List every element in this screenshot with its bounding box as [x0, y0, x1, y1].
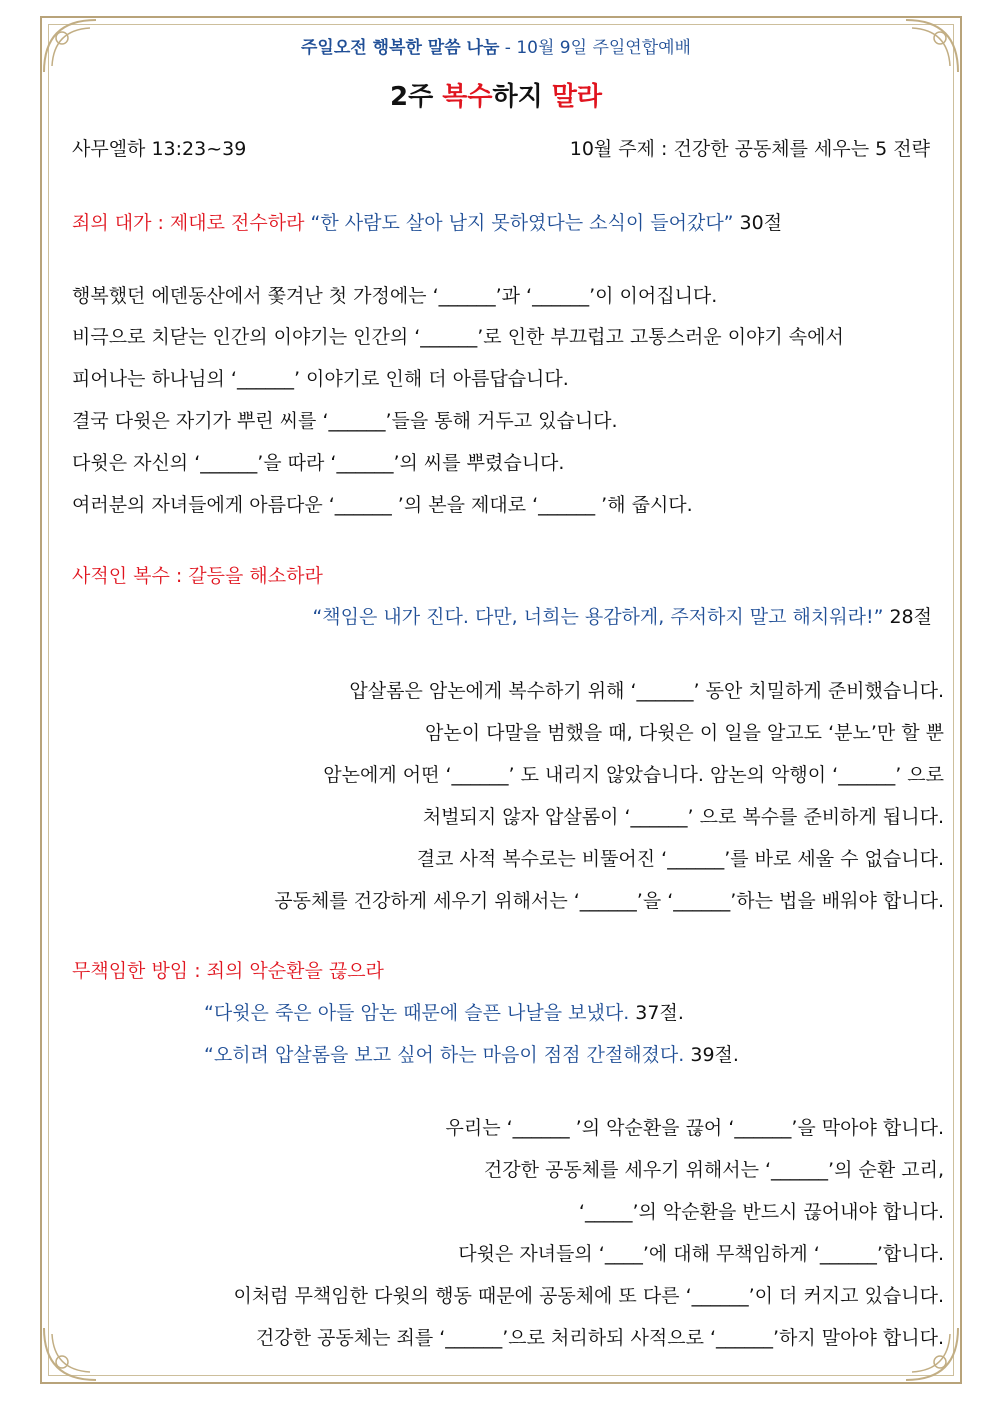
section2-line: 공동체를 건강하게 세우기 위해서는 ‘______’을 ‘______’하는 법을 배워야 합니다. — [274, 890, 944, 912]
section3-line: 우리는 ‘______ ’의 악순환을 끊어 ‘______’을 막아야 합니다. — [445, 1117, 944, 1139]
section1-line: 피어나는 하나님의 ‘______’ 이야기로 인해 더 아름답습니다. — [72, 368, 569, 390]
section3-heading: 무책임한 방임 : 죄의 악순환을 끊으라 — [72, 960, 384, 982]
section1-line: 다윗은 자신의 ‘______’을 따라 ‘______’의 씨를 뿌렸습니다. — [72, 452, 565, 474]
section3-line: 건강한 공동체는 죄를 ‘______’으로 처리하되 사적으로 ‘______’하지 말아야 합니다. — [255, 1327, 944, 1349]
section2-line: 암논에게 어떤 ‘______’ 도 내리지 않았습니다. 암논의 악행이 ‘______’ 으로 — [323, 764, 944, 786]
section1-line: 결국 다윗은 자기가 뿌린 씨를 ‘______’들을 통해 거두고 있습니다. — [72, 410, 618, 432]
section1-line: 행복했던 에덴동산에서 쫓겨난 첫 가정에는 ‘______’과 ‘______’이 이어집니다. — [72, 285, 718, 307]
section1-heading-line — [72, 210, 782, 236]
title-mid: 하지 — [492, 82, 552, 112]
section3-quote1-line — [204, 1000, 684, 1026]
monthly-theme: 10월 주제 : 건강한 공동체를 세우는 5 전략 — [569, 138, 930, 160]
section2-heading: 사적인 복수 : 갈등을 해소하라 — [72, 565, 323, 587]
title-week: 2주 — [389, 82, 443, 112]
title-word-dont: 말라 — [551, 82, 603, 112]
page-header — [0, 35, 992, 61]
section2-quote: “책임은 내가 진다. 다만, 너희는 용감하게, 주저하지 말고 해치워라!” — [312, 606, 884, 628]
title-word-revenge: 복수 — [442, 82, 493, 112]
section3-line: ‘_____’의 악순환을 반드시 끊어내야 합니다. — [578, 1201, 944, 1223]
corner-ornament-icon — [40, 1324, 100, 1384]
section3-quote1: “다윗은 죽은 아들 암논 때문에 슬픈 나날을 보냈다. — [204, 1002, 630, 1024]
scripture-reference: 사무엘하 13:23~39 — [72, 138, 247, 160]
section2-quote-line — [312, 604, 932, 630]
section1-line: 비극으로 치닫는 인간의 이야기는 인간의 ‘______’로 인한 부끄럽고 고통스러운 이야기 속에서 — [72, 326, 844, 348]
section3-quote2-line — [204, 1042, 739, 1068]
header-date: - 10월 9일 주일연합예배 — [499, 38, 691, 58]
header-title: 주일오전 행복한 말씀 나눔 — [301, 38, 500, 58]
section3-line: 이처럼 무책임한 다윗의 행동 때문에 공동체에 또 다른 ‘______’이 더 커지고 있습니다. — [233, 1285, 944, 1307]
section1-verse: 30절 — [733, 212, 783, 234]
section2-line: 암논이 다말을 범했을 때, 다윗은 이 일을 알고도 ‘분노’만 할 뿐 — [424, 722, 944, 744]
section3-line: 다윗은 자녀들의 ‘____’에 대해 무책임하게 ‘______’합니다. — [458, 1243, 944, 1265]
page-title — [0, 80, 992, 114]
section3-line: 건강한 공동체를 세우기 위해서는 ‘______’의 순환 고리, — [483, 1159, 944, 1181]
section3-verse1: 37절. — [629, 1002, 684, 1024]
section1-quote: “한 사람도 살아 남지 못하였다는 소식이 들어갔다” — [304, 212, 734, 234]
section2-line: 처벌되지 않자 압살롬이 ‘______’ 으로 복수를 준비하게 됩니다. — [422, 806, 944, 828]
section1-heading: 죄의 대가 : 제대로 전수하라 — [72, 212, 305, 234]
section2-line: 결코 사적 복수로는 비뚤어진 ‘______’를 바로 세울 수 없습니다. — [416, 848, 944, 870]
section2-verse: 28절 — [883, 606, 932, 628]
section3-quote2: “오히려 압살롬을 보고 싶어 하는 마음이 점점 간절해졌다. — [204, 1044, 685, 1066]
section3-verse2: 39절. — [684, 1044, 739, 1066]
section1-line: 여러분의 자녀들에게 아름다운 ‘______ ’의 본을 제대로 ‘______ ’해 줍시다. — [72, 494, 693, 516]
section2-line: 압살롬은 암논에게 복수하기 위해 ‘______’ 동안 치밀하게 준비했습니다. — [349, 680, 944, 702]
